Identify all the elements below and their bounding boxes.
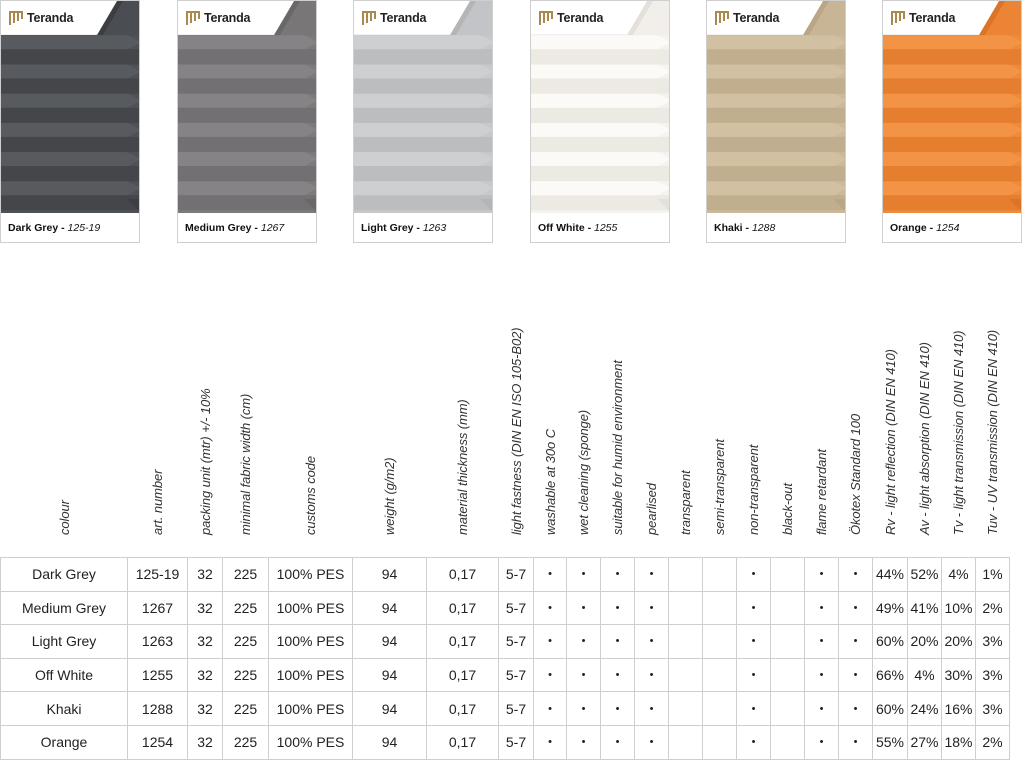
teranda-logo-icon xyxy=(715,11,729,25)
table-cell: 1263 xyxy=(128,625,188,659)
table-cell: • xyxy=(635,658,669,692)
swatch-code: 1255 xyxy=(594,222,618,234)
column-header xyxy=(736,300,770,558)
table-cell: 94 xyxy=(353,725,427,759)
table-cell: 52% xyxy=(908,558,942,592)
column-header-label: Av - light absorption (DIN EN 410) xyxy=(917,342,932,535)
table-cell xyxy=(771,558,805,592)
table-cell: 100% PES xyxy=(269,625,353,659)
table-cell: 0,17 xyxy=(427,692,499,726)
table-cell: • xyxy=(534,558,567,592)
table-cell: 32 xyxy=(188,558,223,592)
table-cell: 0,17 xyxy=(427,591,499,625)
table-cell: 60% xyxy=(873,692,908,726)
teranda-logo-icon xyxy=(362,11,376,25)
column-header xyxy=(872,300,907,558)
column-header-label: material thickness (mm) xyxy=(455,399,470,535)
column-header xyxy=(0,300,127,558)
table-cell xyxy=(669,558,703,592)
table-cell: • xyxy=(737,658,771,692)
swatch-code: 125-19 xyxy=(67,222,101,234)
column-header xyxy=(838,300,872,558)
table-cell: • xyxy=(534,591,567,625)
table-cell: • xyxy=(805,692,839,726)
column-header-label: customs code xyxy=(303,455,318,535)
table-cell: 4% xyxy=(908,658,942,692)
table-cell: Light Grey xyxy=(1,625,128,659)
table-cell: 225 xyxy=(223,692,269,726)
table-cell: 66% xyxy=(873,658,908,692)
column-header-label: transparent xyxy=(678,470,693,535)
column-header-label: non-transparent xyxy=(746,444,761,535)
table-cell xyxy=(771,725,805,759)
table-cell: • xyxy=(805,658,839,692)
table-cell: 100% PES xyxy=(269,658,353,692)
swatch-name: Medium Grey - xyxy=(185,222,261,234)
swatch-card xyxy=(882,0,1022,243)
table-cell: 94 xyxy=(353,658,427,692)
column-header xyxy=(222,300,268,558)
column-header xyxy=(127,300,187,558)
table-cell: 49% xyxy=(873,591,908,625)
table-cell: • xyxy=(534,725,567,759)
table-cell: 94 xyxy=(353,692,427,726)
column-header xyxy=(941,300,975,558)
brand-logo xyxy=(186,10,250,26)
table-cell: 225 xyxy=(223,725,269,759)
column-header-label: Rv - light reflection (DIN EN 410) xyxy=(882,349,898,535)
column-header xyxy=(975,300,1009,558)
table-cell: 1267 xyxy=(128,591,188,625)
swatch-label xyxy=(890,222,959,234)
brand-name: Teranda xyxy=(27,11,74,25)
table-cell: Orange xyxy=(1,725,128,759)
table-cell: • xyxy=(567,658,601,692)
table-cell xyxy=(669,725,703,759)
table-cell: 30% xyxy=(942,658,976,692)
table-cell xyxy=(669,692,703,726)
table-cell: 225 xyxy=(223,591,269,625)
table-cell: 1255 xyxy=(128,658,188,692)
table-cell: 94 xyxy=(353,558,427,592)
table-cell: • xyxy=(601,658,635,692)
table-cell: • xyxy=(567,625,601,659)
column-header xyxy=(498,300,533,558)
table-cell: • xyxy=(601,591,635,625)
table-cell: • xyxy=(534,625,567,659)
swatch-card xyxy=(706,0,846,243)
swatch-name: Dark Grey - xyxy=(8,222,68,234)
table-cell: 18% xyxy=(942,725,976,759)
column-header-label: Tv - light transmission (DIN EN 410) xyxy=(951,330,966,535)
table-cell: 4% xyxy=(942,558,976,592)
table-cell: 10% xyxy=(942,591,976,625)
column-header xyxy=(352,300,426,558)
table-cell: 5-7 xyxy=(499,625,534,659)
swatch-label xyxy=(538,222,617,234)
table-cell: • xyxy=(534,692,567,726)
table-cell: • xyxy=(601,558,635,592)
table-row xyxy=(1,591,1010,625)
table-cell: 32 xyxy=(188,658,223,692)
table-cell: • xyxy=(839,625,873,659)
table-cell: 2% xyxy=(976,725,1010,759)
table-cell: 32 xyxy=(188,625,223,659)
column-header-label: light fastness (DIN EN ISO 105-B02) xyxy=(508,327,524,535)
table-cell: 3% xyxy=(976,625,1010,659)
table-cell xyxy=(703,591,737,625)
table-cell: 5-7 xyxy=(499,692,534,726)
table-cell xyxy=(703,558,737,592)
table-cell xyxy=(669,591,703,625)
table-cell: 16% xyxy=(942,692,976,726)
table-cell: • xyxy=(534,658,567,692)
brand-logo xyxy=(539,10,603,26)
teranda-logo-icon xyxy=(9,11,23,25)
table-cell: 225 xyxy=(223,658,269,692)
brand-name: Teranda xyxy=(733,11,780,25)
table-row xyxy=(1,658,1010,692)
brand-logo xyxy=(891,10,955,26)
column-header xyxy=(426,300,498,558)
table-cell: 24% xyxy=(908,692,942,726)
table-cell: Dark Grey xyxy=(1,558,128,592)
column-header xyxy=(268,300,352,558)
table-cell: • xyxy=(805,558,839,592)
table-cell: • xyxy=(737,591,771,625)
table-cell: • xyxy=(635,625,669,659)
brand-name: Teranda xyxy=(557,11,604,25)
column-header-label: packing unit (mtr) +/- 10% xyxy=(197,388,213,535)
column-header-label: black-out xyxy=(780,483,795,535)
table-cell: 100% PES xyxy=(269,692,353,726)
swatch-code: 1263 xyxy=(422,222,447,234)
column-header xyxy=(804,300,838,558)
swatch-card xyxy=(530,0,670,243)
table-cell: 55% xyxy=(873,725,908,759)
table-cell: 100% PES xyxy=(269,558,353,592)
column-header xyxy=(668,300,702,558)
swatch-name: Orange - xyxy=(890,222,937,234)
table-cell: • xyxy=(567,725,601,759)
table-cell: 41% xyxy=(908,591,942,625)
table-cell: 27% xyxy=(908,725,942,759)
table-cell: 0,17 xyxy=(427,558,499,592)
table-cell: 32 xyxy=(188,692,223,726)
column-header xyxy=(770,300,804,558)
table-cell xyxy=(771,591,805,625)
table-cell: 100% PES xyxy=(269,591,353,625)
table-cell: • xyxy=(567,692,601,726)
table-cell: • xyxy=(737,625,771,659)
table-cell xyxy=(771,692,805,726)
table-cell: 94 xyxy=(353,625,427,659)
column-header-label: colour xyxy=(56,500,72,535)
table-cell: 3% xyxy=(976,658,1010,692)
table-cell: • xyxy=(737,725,771,759)
swatch-name: Khaki - xyxy=(714,222,752,234)
table-cell: • xyxy=(567,591,601,625)
swatch-card xyxy=(177,0,317,243)
table-cell: 1254 xyxy=(128,725,188,759)
swatch-name: Light Grey - xyxy=(361,222,423,234)
table-cell: • xyxy=(567,558,601,592)
table-cell: 32 xyxy=(188,591,223,625)
table-cell: • xyxy=(839,725,873,759)
table-cell: 1% xyxy=(976,558,1010,592)
swatch-code: 1288 xyxy=(751,222,776,234)
table-cell: • xyxy=(635,591,669,625)
teranda-logo-icon xyxy=(539,11,553,25)
table-cell: 0,17 xyxy=(427,725,499,759)
table-cell: • xyxy=(601,625,635,659)
column-header xyxy=(533,300,566,558)
swatch-label xyxy=(361,222,446,234)
table-cell: • xyxy=(635,558,669,592)
column-header xyxy=(702,300,736,558)
column-header-label: suitable for humid environment xyxy=(610,360,625,535)
table-cell: • xyxy=(839,692,873,726)
table-row xyxy=(1,558,1010,592)
table-cell xyxy=(703,692,737,726)
table-row xyxy=(1,692,1010,726)
table-row xyxy=(1,725,1010,759)
brand-name: Teranda xyxy=(380,11,427,25)
table-cell xyxy=(771,658,805,692)
teranda-logo-icon xyxy=(891,11,905,25)
table-cell: 5-7 xyxy=(499,558,534,592)
table-row xyxy=(1,625,1010,659)
brand-name: Teranda xyxy=(204,11,251,25)
table-cell: • xyxy=(635,725,669,759)
column-header xyxy=(907,300,941,558)
column-header-label: weight (g/m2) xyxy=(382,457,397,535)
table-cell xyxy=(703,625,737,659)
brand-logo xyxy=(9,10,73,26)
table-cell: 94 xyxy=(353,591,427,625)
table-cell: • xyxy=(805,725,839,759)
swatch-label xyxy=(714,222,775,234)
column-header xyxy=(566,300,600,558)
table-cell: • xyxy=(839,558,873,592)
table-cell: Medium Grey xyxy=(1,591,128,625)
table-cell xyxy=(771,625,805,659)
swatch-name: Off White - xyxy=(538,222,594,234)
column-header-label: washable at 30o C xyxy=(542,429,558,535)
swatch-label xyxy=(8,222,100,234)
table-cell: • xyxy=(737,558,771,592)
brand-logo xyxy=(362,10,426,26)
swatch-card xyxy=(353,0,493,243)
column-header xyxy=(600,300,634,558)
table-cell xyxy=(703,658,737,692)
table-cell: • xyxy=(839,591,873,625)
table-cell: 44% xyxy=(873,558,908,592)
swatch-code: 1254 xyxy=(936,222,960,234)
table-cell: 3% xyxy=(976,692,1010,726)
column-header-label: pearlised xyxy=(644,483,659,535)
swatch-card xyxy=(0,0,140,243)
table-cell: 20% xyxy=(908,625,942,659)
table-cell: 225 xyxy=(223,625,269,659)
column-header-label: semi-transparent xyxy=(712,439,727,535)
table-cell: 225 xyxy=(223,558,269,592)
table-cell xyxy=(669,658,703,692)
column-header-label: art. number xyxy=(150,469,165,535)
column-header-label: Tuv - UV transmission (DIN EN 410) xyxy=(985,329,1000,535)
table-cell: 20% xyxy=(942,625,976,659)
brand-logo xyxy=(715,10,779,26)
table-cell: Khaki xyxy=(1,692,128,726)
spec-table xyxy=(0,557,1010,760)
table-cell: 32 xyxy=(188,725,223,759)
column-header-label: minimal fabric width (cm) xyxy=(238,393,253,535)
table-cell: • xyxy=(635,692,669,726)
swatch-code: 1267 xyxy=(260,222,285,234)
table-cell xyxy=(703,725,737,759)
table-cell: • xyxy=(601,725,635,759)
table-cell: 100% PES xyxy=(269,725,353,759)
table-cell: • xyxy=(601,692,635,726)
brand-name: Teranda xyxy=(909,11,956,25)
table-cell: 5-7 xyxy=(499,725,534,759)
column-header-label: wet cleaning (sponge) xyxy=(576,409,591,535)
table-cell: Off White xyxy=(1,658,128,692)
table-cell: 5-7 xyxy=(499,591,534,625)
swatch-label xyxy=(185,222,284,234)
table-cell: 2% xyxy=(976,591,1010,625)
table-cell: • xyxy=(805,625,839,659)
table-cell: 5-7 xyxy=(499,658,534,692)
table-cell: • xyxy=(737,692,771,726)
column-header xyxy=(187,300,222,558)
table-cell: 125-19 xyxy=(128,558,188,592)
table-cell: 1288 xyxy=(128,692,188,726)
column-header-label: flame retardant xyxy=(814,449,829,535)
table-cell: • xyxy=(839,658,873,692)
table-cell: 0,17 xyxy=(427,625,499,659)
table-cell: 60% xyxy=(873,625,908,659)
table-cell: • xyxy=(805,591,839,625)
column-header-label: Ökotex Standard 100 xyxy=(848,414,863,535)
table-cell xyxy=(669,625,703,659)
column-header xyxy=(634,300,668,558)
table-cell: 0,17 xyxy=(427,658,499,692)
teranda-logo-icon xyxy=(186,11,200,25)
